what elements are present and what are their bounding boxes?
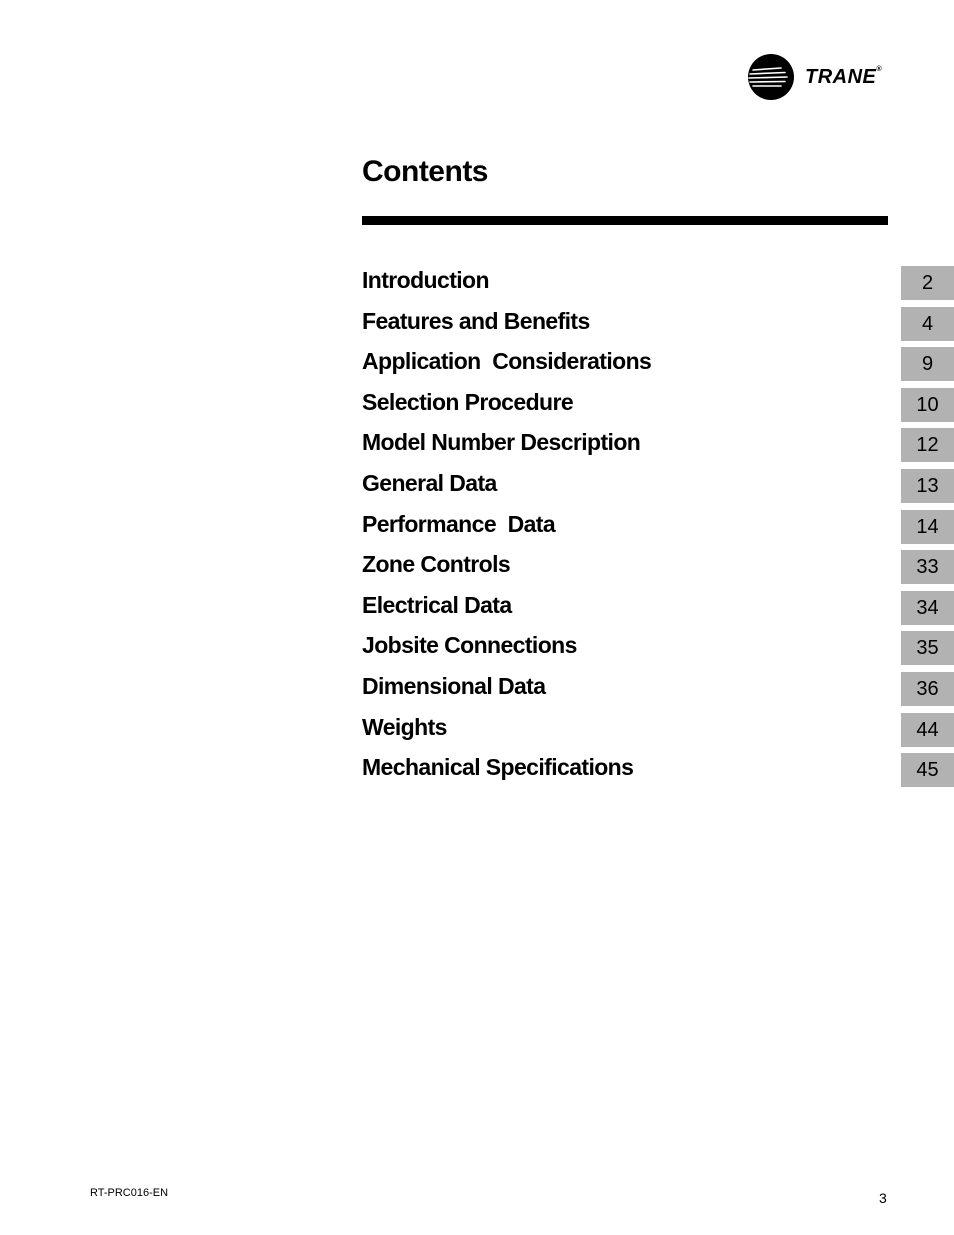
toc-entry-page[interactable]: 36 [901,672,954,706]
toc-entry-page[interactable]: 10 [901,388,954,422]
brand-name: TRANE® [805,65,883,88]
toc-entry-label[interactable]: General Data [362,470,497,496]
toc-entry-page[interactable]: 14 [901,510,954,544]
toc-entry-label[interactable]: Zone Controls [362,551,511,578]
toc-entry-page[interactable]: 34 [901,591,954,625]
toc-entry-label[interactable]: Dimensional Data [362,673,546,699]
toc-entry-label[interactable]: Electrical Data [362,591,512,618]
trane-logo [747,53,882,101]
toc-entry-label[interactable]: Application Considerations [362,348,652,375]
toc-entry-page[interactable]: 13 [901,469,954,503]
toc-entry-page[interactable]: 45 [901,753,954,787]
toc-entry-page[interactable]: 44 [901,713,954,747]
toc-entry-page[interactable]: 4 [901,307,954,341]
toc-entry-label[interactable]: Model Number Description [362,429,641,456]
toc-entry-label[interactable]: Introduction [362,267,489,293]
toc-entry-page[interactable]: 33 [901,550,954,584]
document-code: RT-PRC016-EN [90,1187,169,1199]
title-rule [362,216,888,225]
toc-entry-label[interactable]: Weights [362,713,447,740]
page-title: Contents [362,155,488,188]
toc-entry-label[interactable]: Mechanical Specifications [362,754,634,781]
toc-entry-label[interactable]: Performance Data [362,510,556,537]
toc-entry-page[interactable]: 9 [901,347,954,381]
toc-entry-page[interactable]: 2 [901,266,954,300]
page-number: 3 [879,1190,887,1206]
toc-entry-label[interactable]: Jobsite Connections [362,632,577,659]
toc-entry-page[interactable]: 12 [901,428,954,462]
trane-logo-icon [747,53,795,101]
toc-entry-page[interactable]: 35 [901,631,954,665]
toc-entry-label[interactable]: Selection Procedure [362,388,574,415]
toc-entry-label[interactable]: Features and Benefits [362,307,590,334]
